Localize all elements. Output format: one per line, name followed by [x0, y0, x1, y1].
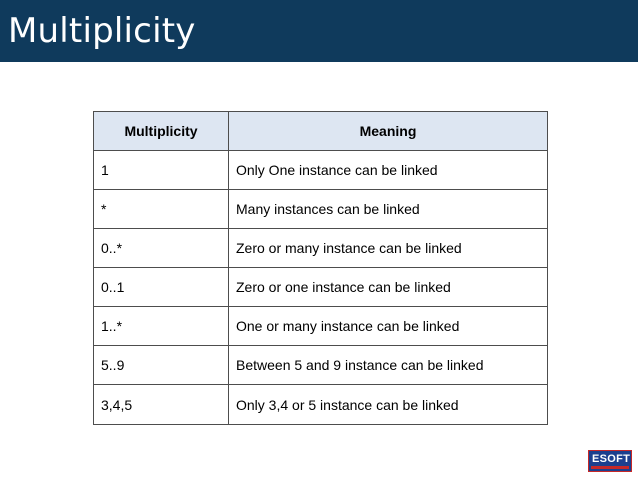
meaning-cell: Zero or one instance can be linked — [229, 268, 548, 307]
meaning-cell: Between 5 and 9 instance can be linked — [229, 346, 548, 385]
table-row — [94, 229, 548, 268]
multiplicity-table — [93, 111, 548, 425]
title-bar — [0, 0, 638, 62]
multiplicity-cell: 0..1 — [94, 268, 229, 307]
meaning-cell: Only 3,4 or 5 instance can be linked — [229, 385, 548, 425]
table-row — [94, 346, 548, 385]
multiplicity-cell: * — [94, 190, 229, 229]
column-header-meaning: Meaning — [229, 112, 548, 151]
page-title: Multiplicity — [8, 11, 196, 51]
table-row — [94, 385, 548, 425]
multiplicity-cell: 0..* — [94, 229, 229, 268]
table-row — [94, 307, 548, 346]
table-row — [94, 268, 548, 307]
logo-text: ESOFT — [592, 453, 631, 465]
column-header-multiplicity: Multiplicity — [94, 112, 229, 151]
meaning-cell: Many instances can be linked — [229, 190, 548, 229]
logo-stripe — [591, 466, 629, 469]
multiplicity-cell: 5..9 — [94, 346, 229, 385]
meaning-cell: Zero or many instance can be linked — [229, 229, 548, 268]
multiplicity-cell: 1 — [94, 151, 229, 190]
multiplicity-cell: 3,4,5 — [94, 385, 229, 425]
meaning-cell: Only One instance can be linked — [229, 151, 548, 190]
table-row — [94, 190, 548, 229]
table-row — [94, 151, 548, 190]
multiplicity-cell: 1..* — [94, 307, 229, 346]
esoft-logo — [588, 450, 632, 472]
table-header-row — [94, 112, 548, 151]
meaning-cell: One or many instance can be linked — [229, 307, 548, 346]
